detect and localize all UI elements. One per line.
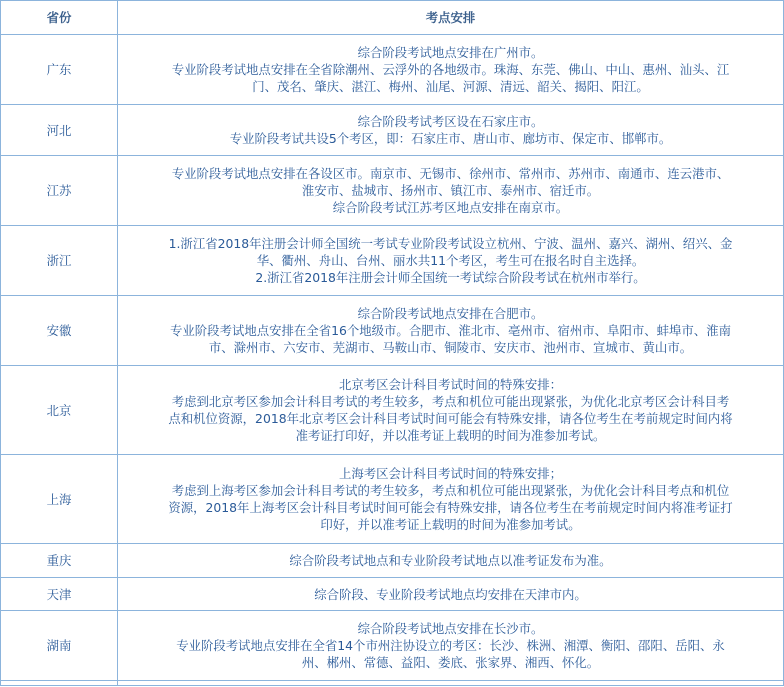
arrangement-line: 华、衢州、舟山、台州、丽水共11个考区，考生可在报名时自主选择。 (256, 253, 645, 268)
arrangement-line: 门、茂名、肇庆、湛江、梅州、汕尾、河源、清远、韶关、揭阳、阳江。 (252, 79, 649, 94)
arrangement-cell (118, 366, 784, 455)
arrangement-line: 北京考区会计科目考试时间的特殊安排： (338, 377, 563, 392)
header-province: 省份 (1, 1, 118, 35)
arrangement-line: 专业阶段考试地点安排在全省除潮州、云浮外的各地级市。珠海、东莞、佛山、中山、惠州、汕头、江 (171, 62, 730, 77)
province-cell: 广东 (1, 35, 118, 105)
arrangement-line: 印好，并以准考证上载明的时间为准参加考试。 (320, 517, 581, 532)
arrangement-line: 专业阶段考试地点安排在全省14个市州注协设立的考区：长沙、株洲、湘潭、衡阳、邵阳、岳阳、永 (176, 638, 725, 653)
province-cell: 上海 (1, 455, 118, 544)
arrangement-line: 综合阶段考试地点和专业阶段考试地点以准考证发布为准。 (289, 553, 612, 568)
arrangement-line: 市、滁州市、六安市、芜湖市、马鞍山市、铜陵市、安庆市、池州市、宣城市、黄山市。 (208, 340, 693, 355)
arrangement-line: 准考证打印好，并以准考证上载明的时间为准参加考试。 (295, 428, 606, 443)
arrangement-line: 综合阶段考试地点安排在合肥市。 (357, 306, 544, 321)
arrangement-line: 综合阶段考试地点安排在长沙市。 (357, 621, 544, 636)
arrangement-line: 点和机位资源，2018年北京考区会计科目考试时间可能会有特殊安排，请各位考生在考前规定时间内将 (168, 411, 733, 426)
arrangement-cell (118, 296, 784, 366)
arrangement-line: 1.浙江省2018年注册会计师全国统一考试专业阶段考试设立杭州、宁波、温州、嘉兴、湖州、绍兴、金 (168, 236, 733, 251)
arrangement-line: 专业阶段考试地点安排在各设区市。南京市、无锡市、徐州市、常州市、苏州市、南通市、连云港市、 (171, 166, 730, 181)
table-row (1, 578, 784, 611)
arrangement-cell (118, 544, 784, 578)
arrangement-line: 考虑到北京考区参加会计科目考试的考生较多，考点和机位可能出现紧张，为优化北京考区会计科目考 (171, 394, 730, 409)
table-row (1, 105, 784, 156)
province-cell: 安徽 (1, 296, 118, 366)
arrangement-cell (118, 455, 784, 544)
arrangement-cell (118, 35, 784, 105)
province-cell: 江苏 (1, 156, 118, 226)
arrangement-line: 专业阶段考试地点安排在全省16个地级市。合肥市、淮北市、亳州市、宿州市、阜阳市、蚌埠市、淮南 (170, 323, 731, 338)
arrangement-cell (118, 156, 784, 226)
arrangement-line: 综合阶段考试地点安排在广州市。 (357, 45, 544, 60)
arrangement-line: 综合阶段考试考区设在石家庄市。 (357, 114, 544, 129)
empty-cell (118, 681, 784, 686)
arrangement-line: 专业阶段考试共设5个考区，即：石家庄市、唐山市、廊坊市、保定市、邯郸市。 (229, 131, 672, 146)
arrangement-line: 2.浙江省2018年注册会计师全国统一考试综合阶段考试在杭州市举行。 (255, 270, 646, 285)
province-cell: 湖南 (1, 611, 118, 681)
empty-cell (1, 681, 118, 686)
arrangement-cell (118, 226, 784, 296)
table-row (1, 544, 784, 578)
arrangement-line: 综合阶段考试江苏考区地点安排在南京市。 (332, 200, 569, 215)
table-row (1, 611, 784, 681)
table-row-cut (1, 681, 784, 686)
arrangement-line: 州、郴州、常德、益阳、娄底、张家界、湘西、怀化。 (301, 655, 600, 670)
arrangement-cell (118, 611, 784, 681)
table-row (1, 296, 784, 366)
arrangement-line: 上海考区会计科目考试时间的特殊安排； (338, 466, 563, 481)
arrangement-cell (118, 578, 784, 611)
province-cell: 天津 (1, 578, 118, 611)
table-row (1, 455, 784, 544)
arrangement-line: 考虑到上海考区参加会计科目考试的考生较多，考点和机位可能出现紧张，为优化会计科目考点和机位 (171, 483, 730, 498)
arrangement-cell (118, 105, 784, 156)
table-row (1, 366, 784, 455)
province-cell: 北京 (1, 366, 118, 455)
header-arrangement: 考点安排 (118, 1, 784, 35)
table-row (1, 35, 784, 105)
province-cell: 河北 (1, 105, 118, 156)
arrangement-line: 资源，2018年上海考区会计科目考试时间可能会有特殊安排，请各位考生在考前规定时间内将准考证打 (168, 500, 733, 515)
province-cell: 浙江 (1, 226, 118, 296)
arrangement-line: 综合阶段、专业阶段考试地点均安排在天津市内。 (314, 586, 587, 602)
table-row (1, 156, 784, 226)
arrangement-line: 淮安市、盐城市、扬州市、镇江市、泰州市、宿迁市。 (301, 183, 600, 198)
table-row (1, 226, 784, 296)
province-cell: 重庆 (1, 544, 118, 578)
table-header-row (1, 1, 784, 35)
